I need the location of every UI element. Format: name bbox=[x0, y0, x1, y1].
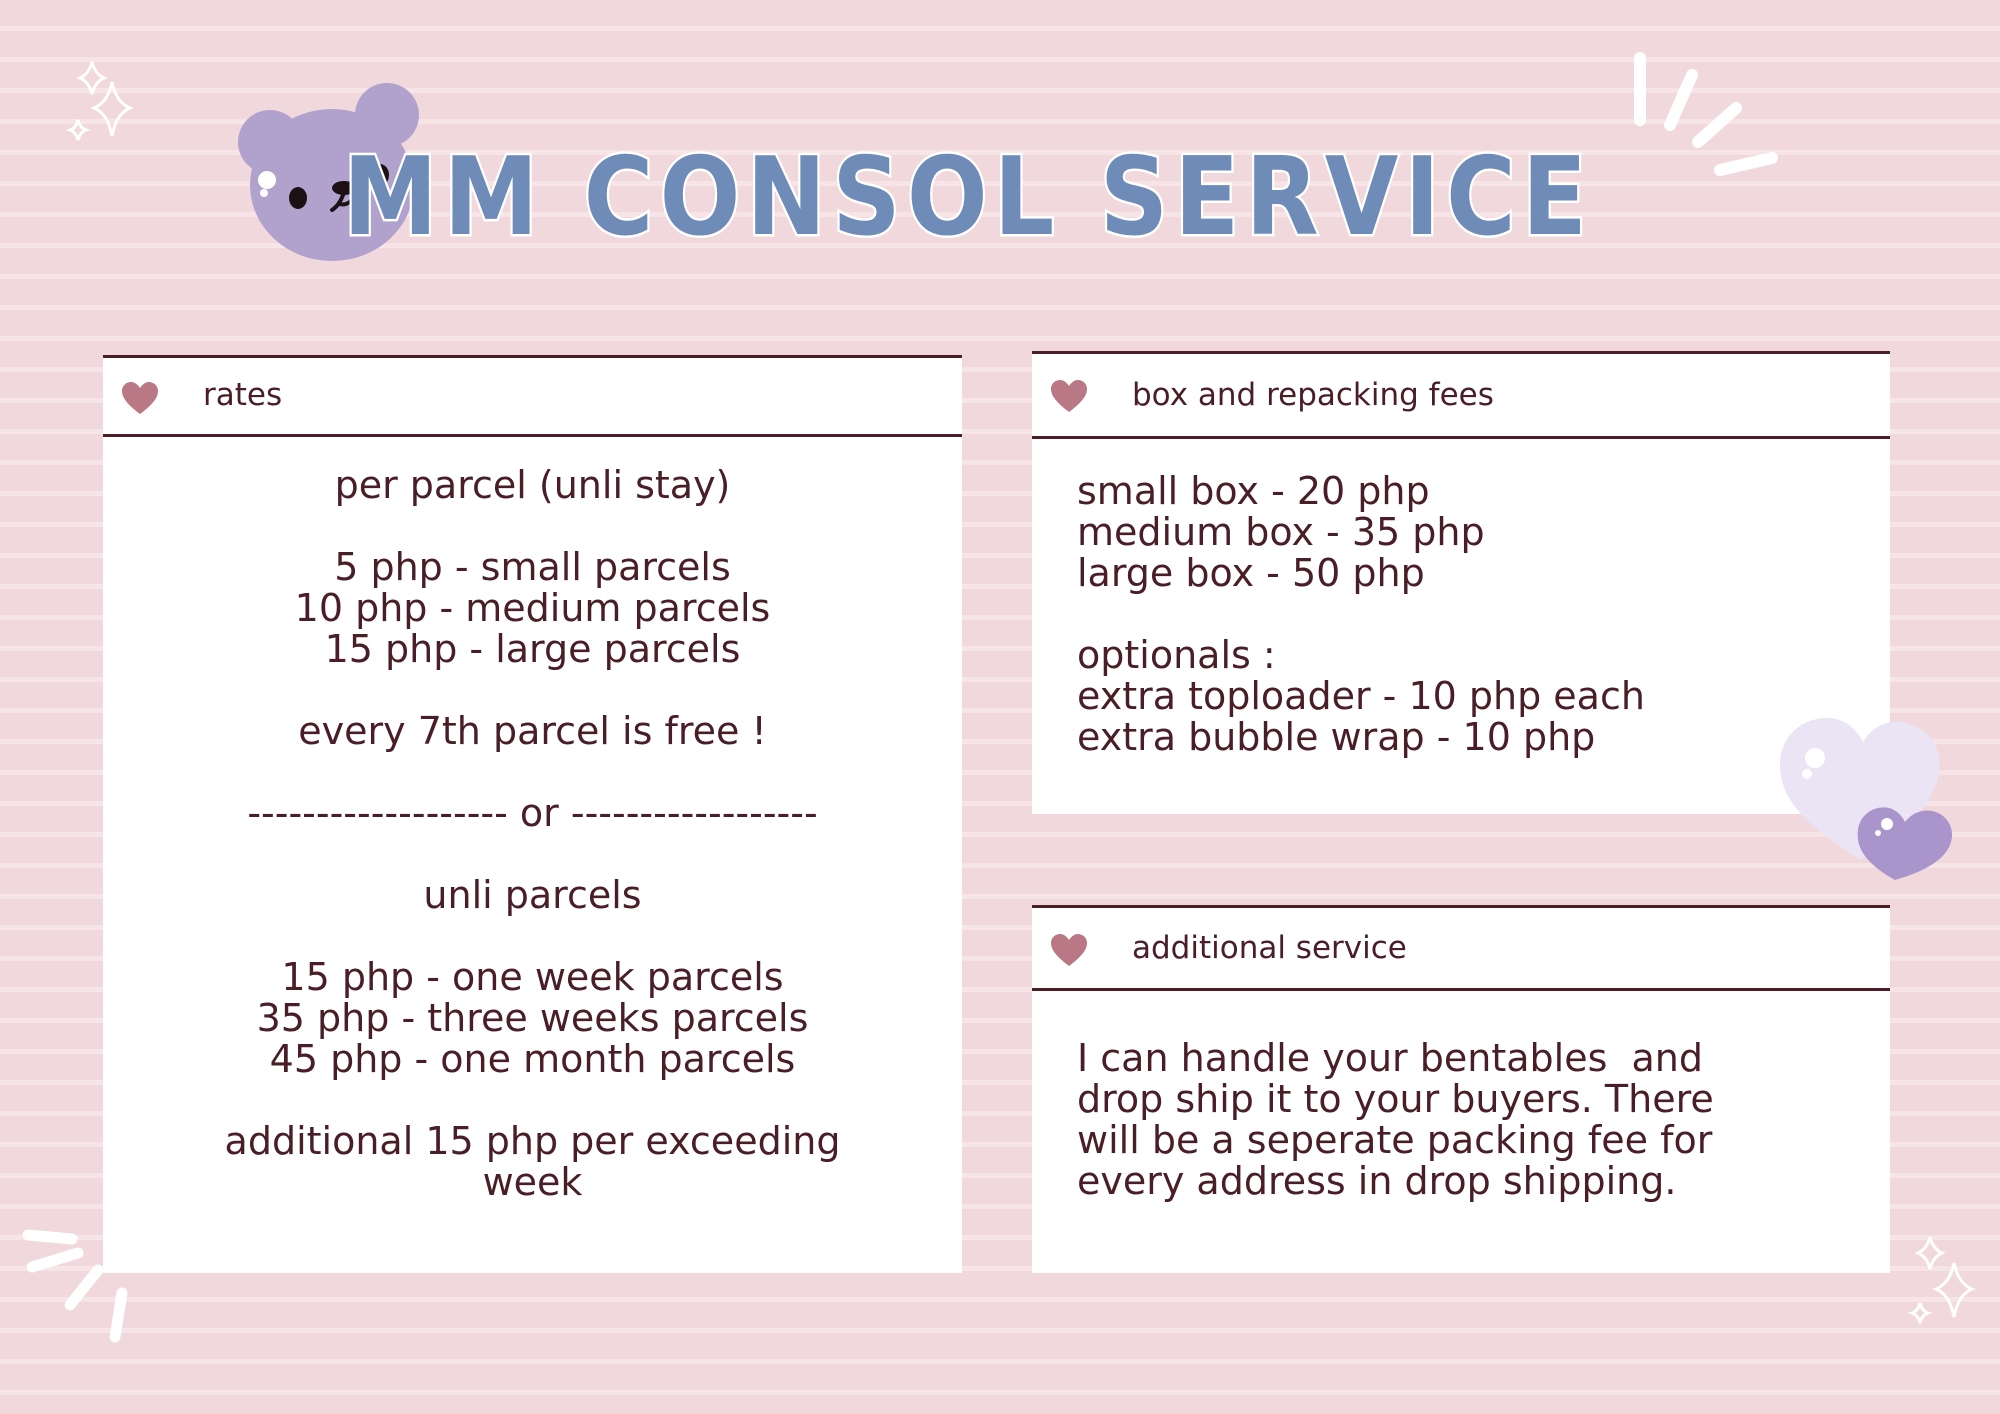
paragraph-line: will be a seperate packing fee for bbox=[1077, 1118, 1713, 1162]
list-item: 45 php - one month parcels bbox=[269, 1037, 796, 1081]
additional-fee-line: week bbox=[482, 1160, 583, 1204]
box-fees-heading: box and repacking fees bbox=[1132, 377, 1494, 413]
additional-service-body bbox=[1032, 1038, 1890, 1202]
per-parcel-heading: per parcel (unli stay) bbox=[334, 463, 731, 507]
paragraph-line: every address in drop shipping. bbox=[1077, 1159, 1677, 1203]
burst-lines-icon bbox=[1620, 50, 1790, 180]
free-note: every 7th parcel is free ! bbox=[298, 709, 767, 753]
additional-fee-line: additional 15 php per exceeding bbox=[224, 1119, 841, 1163]
list-item: 15 php - one week parcels bbox=[281, 955, 784, 999]
box-fees-card bbox=[1032, 351, 1890, 814]
rates-card bbox=[103, 355, 962, 1273]
list-item: 5 php - small parcels bbox=[334, 545, 731, 589]
rates-card-header bbox=[103, 355, 962, 437]
heart-icon bbox=[120, 380, 160, 416]
list-item: small box - 20 php bbox=[1077, 469, 1430, 513]
heart-icon bbox=[1049, 378, 1089, 414]
sparkle-icon bbox=[1900, 1235, 1990, 1335]
rates-body bbox=[103, 465, 962, 1203]
additional-service-card-header bbox=[1032, 905, 1890, 991]
box-fees-card-header bbox=[1032, 351, 1890, 439]
page-title: MM CONSOL SERVICE bbox=[342, 135, 1594, 260]
list-item: 15 php - large parcels bbox=[324, 627, 741, 671]
list-item: extra bubble wrap - 10 php bbox=[1077, 715, 1596, 759]
box-fees-body bbox=[1032, 471, 1890, 758]
heart-icon bbox=[1049, 932, 1089, 968]
list-item: 10 php - medium parcels bbox=[294, 586, 771, 630]
additional-service-card bbox=[1032, 905, 1890, 1273]
optionals-heading: optionals : bbox=[1077, 633, 1276, 677]
list-item: 35 php - three weeks parcels bbox=[256, 996, 809, 1040]
burst-lines-icon bbox=[20, 1225, 140, 1345]
paragraph-line: drop ship it to your buyers. There bbox=[1077, 1077, 1714, 1121]
list-item: extra toploader - 10 php each bbox=[1077, 674, 1645, 718]
list-item: medium box - 35 php bbox=[1077, 510, 1485, 554]
or-divider: ------------------- or ------------------ bbox=[247, 791, 818, 835]
additional-service-heading: additional service bbox=[1132, 930, 1407, 966]
paragraph-line: I can handle your bentables and bbox=[1077, 1036, 1704, 1080]
hearts-icon bbox=[1775, 710, 1965, 885]
unli-heading: unli parcels bbox=[423, 873, 642, 917]
rates-heading: rates bbox=[203, 377, 283, 413]
list-item: large box - 50 php bbox=[1077, 551, 1425, 595]
